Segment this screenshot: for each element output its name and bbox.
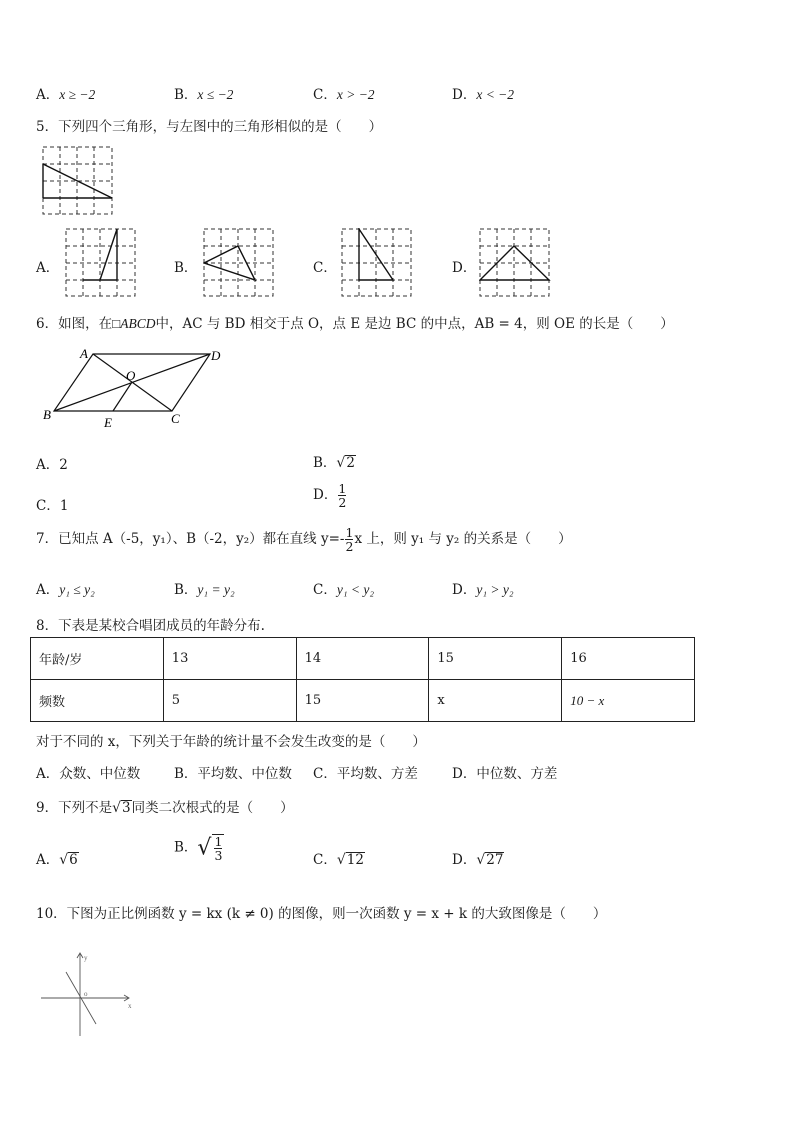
table-cell: 16: [562, 638, 695, 680]
q7-option-b[interactable]: [174, 578, 235, 598]
q8-follow-text: 对于不同的 x，下列关于年龄的统计量不会发生改变的是（ ）: [36, 734, 426, 750]
denominator: 2: [338, 495, 347, 511]
q5-option-a-label[interactable]: A．: [36, 260, 60, 276]
option-label: C．: [313, 582, 337, 598]
x-axis-label: x: [128, 1002, 132, 1010]
q4-option-d[interactable]: [452, 83, 514, 103]
q5-option-d-label[interactable]: D．: [452, 260, 477, 276]
option-label: C．: [313, 852, 337, 868]
table-cell: 频数: [31, 680, 164, 722]
fraction: [212, 834, 224, 862]
option-expr: y₁ ≤ y₂: [59, 582, 95, 597]
table-cell: 15: [296, 680, 429, 722]
q8-option-a[interactable]: A．众数、中位数: [36, 766, 141, 782]
table-cell: 15: [429, 638, 562, 680]
denominator: 3: [214, 848, 223, 864]
point-e-label: E: [104, 415, 112, 430]
sqrt-sign-icon: √: [59, 852, 69, 868]
option-label: B．: [174, 582, 198, 598]
q7-option-d[interactable]: [452, 578, 514, 598]
option-label: A．: [36, 457, 60, 473]
q6-option-a[interactable]: [36, 453, 68, 473]
option-label: D．: [452, 582, 477, 598]
option-label: B．: [313, 455, 337, 471]
sqrt-sign-icon: √: [476, 852, 486, 868]
denominator: 2: [345, 539, 354, 555]
q4-option-c[interactable]: [313, 83, 375, 103]
q9-stem-start: 9．下列不是: [36, 800, 113, 816]
vertex-b-label: B: [43, 407, 51, 422]
q7-stem-start: 7．已知点 A（-5，y₁）、B（-2，y₂）都在直线 y=-: [36, 531, 345, 548]
q6-stem-start: 6．如图，在: [36, 316, 113, 332]
point-o-label: O: [126, 368, 136, 383]
vertex-c-label: C: [171, 411, 180, 426]
q7-option-c[interactable]: [313, 578, 374, 598]
q4-option-b[interactable]: [174, 83, 233, 103]
q9-option-c[interactable]: [313, 848, 365, 868]
table-cell: x: [429, 680, 562, 722]
q6-option-b[interactable]: [313, 451, 356, 471]
option-value: 2: [59, 457, 68, 473]
table-cell: 5: [163, 680, 296, 722]
sqrt-sign-icon: √: [336, 852, 346, 868]
option-expr: x ≥ −2: [59, 87, 96, 102]
option-label: B．: [174, 839, 198, 856]
option-label: A．: [36, 582, 60, 598]
sqrt-sign-icon: √: [336, 455, 346, 471]
option-label: C．: [313, 87, 337, 103]
q9-option-b[interactable]: [174, 834, 225, 862]
q5-stem: 5．下列四个三角形，与左图中的三角形相似的是（ ）: [36, 119, 383, 135]
numerator: 1: [214, 834, 223, 849]
q8-stem: 8．下表是某校合唱团成员的年龄分布.: [36, 618, 265, 634]
y-axis-label: y: [84, 954, 88, 962]
radicand: 27: [486, 852, 504, 868]
q10-proportional-graph: [38, 950, 138, 1040]
option-label: A．: [36, 852, 60, 868]
q4-option-a[interactable]: [36, 83, 95, 103]
parallelogram-symbol: □ABCD: [112, 316, 156, 331]
q7-stem: [36, 526, 572, 553]
q5-option-c-figure[interactable]: [341, 228, 413, 298]
table-cell: 13: [163, 638, 296, 680]
table-cell: 10 − x: [562, 680, 695, 722]
q8-option-d[interactable]: D．中位数、方差: [452, 766, 558, 782]
vertex-a-label: A: [80, 346, 88, 361]
radicand: 2: [346, 455, 355, 471]
q7-option-a[interactable]: [36, 578, 95, 598]
radicand: 6: [69, 852, 78, 868]
option-label: B．: [174, 87, 198, 103]
option-label: D．: [452, 852, 477, 868]
q6-option-c[interactable]: [36, 494, 68, 514]
q6-option-d[interactable]: [313, 482, 347, 509]
q6-parallelogram-figure: [40, 344, 240, 430]
q9-stem: [36, 796, 294, 816]
table-cell: 年龄/岁: [31, 638, 164, 680]
q5-option-b-figure[interactable]: [203, 228, 275, 298]
origin-label: o: [84, 990, 88, 998]
table-row: [31, 680, 695, 722]
fraction: [345, 526, 353, 553]
option-expr: y₁ = y₂: [197, 582, 235, 597]
option-expr: x > −2: [336, 87, 375, 102]
q5-option-d-figure[interactable]: [479, 228, 551, 298]
q9-option-a[interactable]: [36, 848, 79, 868]
q10-stem: 10．下图为正比例函数 y = kx (k ≠ 0) 的图像，则一次函数 y = x + k 的大致图像是（ ）: [36, 906, 607, 922]
q6-stem: [36, 312, 674, 332]
option-expr: y₁ > y₂: [476, 582, 514, 597]
q8-option-b[interactable]: B．平均数、中位数: [174, 766, 292, 782]
q9-option-d[interactable]: [452, 848, 504, 868]
fraction: [338, 482, 346, 509]
option-expr: x < −2: [476, 87, 515, 102]
option-label: A．: [36, 87, 60, 103]
table-row: [31, 638, 695, 680]
q6-stem-rest: 中，AC 与 BD 相交于点 O，点 E 是边 BC 的中点，AB = 4，则 OE 的长是（ ）: [155, 316, 674, 332]
numerator: 1: [345, 525, 354, 540]
radicand: 12: [346, 852, 364, 868]
q7-stem-end: x 上，则 y₁ 与 y₂ 的关系是（ ）: [354, 531, 572, 548]
option-label: D．: [452, 87, 477, 103]
sqrt-sign-icon: √: [197, 835, 212, 861]
q5-option-c-label[interactable]: C．: [313, 260, 337, 276]
q9-stem-end: 同类二次根式的是（ ）: [131, 800, 294, 816]
q5-reference-figure: [42, 146, 114, 216]
q5-option-a-figure[interactable]: [65, 228, 137, 298]
table-cell: 14: [296, 638, 429, 680]
radicand: 3: [122, 800, 131, 816]
vertex-d-label: D: [211, 348, 221, 363]
q5-option-b-label[interactable]: B．: [174, 260, 198, 276]
sqrt-sign-icon: √: [112, 800, 122, 816]
q8-option-c[interactable]: C．平均数、方差: [313, 766, 418, 782]
option-label: D．: [313, 487, 338, 504]
option-expr: x ≤ −2: [197, 87, 234, 102]
option-value: 1: [59, 498, 69, 514]
numerator: 1: [338, 481, 347, 496]
option-label: C．: [36, 498, 60, 514]
age-distribution-table: [30, 637, 695, 722]
option-expr: y₁ < y₂: [336, 582, 375, 597]
